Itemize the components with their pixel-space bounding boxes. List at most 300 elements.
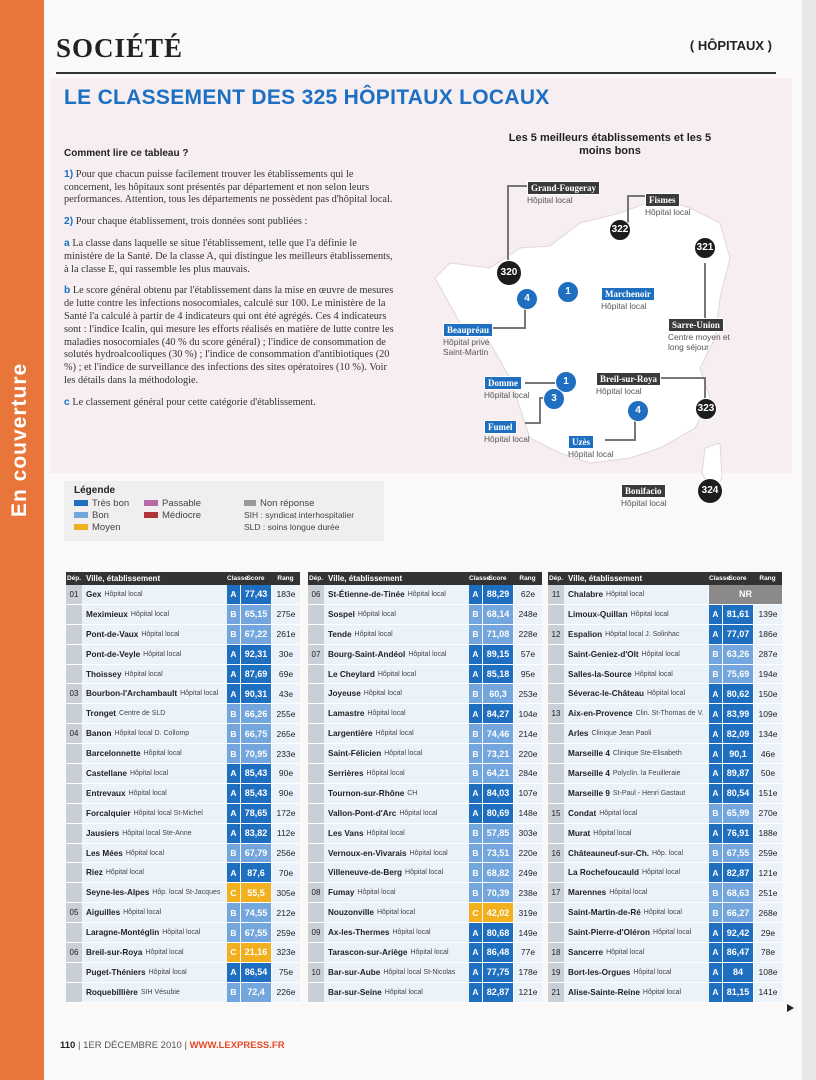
- row-dep: 12: [548, 625, 564, 644]
- row-rang: 188e: [754, 824, 782, 843]
- legend-item-mediocre: Médiocre: [144, 510, 201, 521]
- row-classe: B: [227, 704, 240, 723]
- row-establishment: [82, 903, 227, 922]
- map-label-fumel: Fumel Hôpital local: [484, 422, 530, 444]
- row-rang: 139e: [754, 605, 782, 624]
- row-score: 80,54: [723, 784, 753, 803]
- row-classe: A: [709, 963, 722, 982]
- row-score: 88,29: [483, 585, 513, 604]
- row-type: Hôpital local: [367, 710, 406, 718]
- row-classe: B: [469, 625, 482, 644]
- row-type: Hôpital local: [634, 670, 673, 678]
- row-city: Bourg-Saint-Andéol: [328, 649, 406, 659]
- row-dep: [308, 625, 324, 644]
- row-dep: [308, 863, 324, 882]
- row-city: Le Cheylard: [328, 669, 375, 679]
- row-establishment: [82, 824, 227, 843]
- page-edge: [802, 0, 816, 1080]
- row-city: Pont-de-Veyle: [86, 649, 141, 659]
- row-classe: B: [227, 605, 240, 624]
- row-type: Hôpital local: [409, 849, 448, 857]
- row-city: Banon: [86, 729, 112, 739]
- row-rang: 183e: [272, 585, 300, 604]
- row-establishment: [564, 883, 709, 902]
- row-city: Riez: [86, 868, 103, 878]
- row-rang: 261e: [272, 625, 300, 644]
- row-establishment: [82, 863, 227, 882]
- row-city: Gex: [86, 589, 102, 599]
- row-classe: A: [709, 625, 722, 644]
- rank-badge-sarreunion: 321: [694, 237, 716, 259]
- row-type: Hôpital local: [180, 690, 219, 698]
- row-classe: B: [709, 645, 722, 664]
- row-city: Vernoux-en-Vivarais: [328, 848, 407, 858]
- row-score: 78,65: [241, 804, 271, 823]
- row-rang: 172e: [272, 804, 300, 823]
- row-dep: [308, 764, 324, 783]
- row-rang: 220e: [514, 744, 542, 763]
- table-row: [308, 844, 542, 864]
- row-type: Hôpital local: [408, 650, 447, 658]
- row-city: Limoux-Quillan: [568, 609, 628, 619]
- table-row: [66, 983, 300, 1003]
- row-classe: B: [469, 764, 482, 783]
- row-type: Hôpital local: [105, 869, 144, 877]
- row-establishment: [324, 784, 469, 803]
- row-city: Murat: [568, 828, 591, 838]
- row-rang: 43e: [272, 684, 300, 703]
- table-row: [66, 804, 300, 824]
- row-city: Entrevaux: [86, 788, 126, 798]
- table-row: [66, 585, 300, 605]
- row-classe: A: [709, 724, 722, 743]
- row-score: 68,63: [723, 883, 753, 902]
- row-type: Polyclin. la Feuilleraie: [612, 769, 681, 777]
- row-score: 85,43: [241, 784, 271, 803]
- row-establishment: [564, 923, 709, 942]
- row-dep: [66, 923, 82, 942]
- row-establishment: [564, 605, 709, 624]
- row-classe: A: [469, 923, 482, 942]
- table-row: [308, 903, 542, 923]
- row-rang: 50e: [754, 764, 782, 783]
- row-type: Hôpital local: [162, 929, 201, 937]
- row-type: Hôpital local: [630, 610, 669, 618]
- row-rang: 109e: [754, 704, 782, 723]
- row-dep: 06: [308, 585, 324, 604]
- header-classe: Classe: [469, 575, 490, 582]
- table-row: [548, 645, 782, 665]
- row-type: Hôpital local: [125, 849, 165, 857]
- row-classe: B: [709, 883, 722, 902]
- row-type: Hôpital local: [357, 610, 396, 618]
- row-dep: 16: [548, 844, 564, 863]
- row-city: Marseille 9: [568, 788, 610, 798]
- row-establishment: [324, 824, 469, 843]
- row-establishment: [564, 665, 709, 684]
- row-type: Hôpital local St-Nicolas: [383, 968, 456, 976]
- table-row: [548, 625, 782, 645]
- row-rang: 108e: [754, 963, 782, 982]
- row-city: Laragne-Montéglin: [86, 928, 160, 938]
- row-city: Condat: [568, 808, 597, 818]
- row-establishment: [324, 804, 469, 823]
- row-type: Hôpital local J. Solinhac: [605, 630, 680, 638]
- rank-badge-fumel: 3: [543, 388, 565, 410]
- row-dep: [66, 804, 82, 823]
- row-city: Largentière: [328, 729, 373, 739]
- row-dep: 10: [308, 963, 324, 982]
- row-classe: A: [469, 704, 482, 723]
- map-title: Les 5 meilleurs établissements et les 5 moins bons: [508, 132, 712, 157]
- row-establishment: [564, 764, 709, 783]
- table-header: [66, 572, 300, 585]
- legend-item-bon: Bon: [74, 510, 109, 521]
- table-row: [308, 804, 542, 824]
- row-dep: [66, 605, 82, 624]
- row-score: 71,08: [483, 625, 513, 644]
- row-dep: [66, 764, 82, 783]
- row-city: Séverac-le-Château: [568, 689, 644, 699]
- row-rang: 121e: [514, 983, 542, 1002]
- row-classe: C: [469, 903, 482, 922]
- row-rang: 249e: [514, 863, 542, 882]
- row-city: Serrières: [328, 768, 364, 778]
- table-row: [66, 844, 300, 864]
- table-row: [66, 684, 300, 704]
- row-type: Hôpital local: [641, 869, 681, 877]
- row-type: Hôpital local: [653, 929, 692, 937]
- row-establishment: [324, 883, 469, 902]
- row-classe: B: [469, 605, 482, 624]
- header-classe: Classe: [709, 575, 730, 582]
- row-establishment: [82, 585, 227, 604]
- rank-badge-breil: 323: [695, 398, 717, 420]
- row-type: Hôp. local St-Jacques: [152, 889, 221, 897]
- row-city: Marennes: [568, 888, 607, 898]
- row-dep: 17: [548, 883, 564, 902]
- row-city: Castellane: [86, 768, 127, 778]
- row-dep: [308, 684, 324, 703]
- row-city: Jausiers: [86, 828, 120, 838]
- row-rang: 30e: [272, 645, 300, 664]
- row-type: Hôpital local: [399, 809, 438, 817]
- row-score: 80,62: [723, 684, 753, 703]
- row-classe: C: [227, 943, 240, 962]
- row-type: Hôpital local: [641, 650, 680, 658]
- header-score: Score: [246, 575, 265, 582]
- table-row: [548, 665, 782, 685]
- header-classe: Classe: [227, 575, 248, 582]
- row-score: 87,69: [241, 665, 271, 684]
- legend-item-tres-bon: Très bon: [74, 498, 129, 509]
- row-rang: 253e: [514, 684, 542, 703]
- row-type: Hôpital local: [366, 829, 405, 837]
- row-dep: [548, 824, 564, 843]
- row-dep: [308, 844, 324, 863]
- row-classe: A: [709, 923, 722, 942]
- row-classe: A: [227, 585, 240, 604]
- row-classe: A: [709, 784, 722, 803]
- map-label-beaupreau: Beaupréau Hôpital privé Saint-Martin: [443, 323, 505, 357]
- table-row: [66, 744, 300, 764]
- row-score: 70,39: [483, 883, 513, 902]
- row-establishment: [564, 983, 709, 1002]
- row-classe: B: [227, 983, 240, 1002]
- row-dep: [66, 704, 82, 723]
- row-rang: 214e: [514, 724, 542, 743]
- row-score: 64,21: [483, 764, 513, 783]
- map-label-domme: Domme Hôpital local: [484, 378, 530, 400]
- row-classe: A: [469, 784, 482, 803]
- row-dep: [66, 824, 82, 843]
- row-classe: A: [709, 684, 722, 703]
- table-row: [548, 883, 782, 903]
- row-score: 89,15: [483, 645, 513, 664]
- table-row: [548, 804, 782, 824]
- row-establishment: [564, 824, 709, 843]
- table-row: [308, 923, 542, 943]
- rank-badge-fismes: 322: [609, 219, 631, 241]
- row-rang: 256e: [272, 844, 300, 863]
- row-establishment: [324, 704, 469, 723]
- row-dep: [548, 764, 564, 783]
- header-rang: Rang: [519, 575, 536, 582]
- row-type: Hôpital local: [104, 590, 143, 598]
- row-score: 84: [723, 963, 753, 982]
- row-type: Hôpital local: [410, 948, 449, 956]
- row-type: Hôpital local: [123, 909, 162, 917]
- row-city: Lamastre: [328, 709, 365, 719]
- row-score: 77,07: [723, 625, 753, 644]
- row-score: 92,31: [241, 645, 271, 664]
- table-row: [308, 704, 542, 724]
- map-label-marchenoir: Marchenoir Hôpital local: [601, 287, 655, 311]
- row-rang: 186e: [754, 625, 782, 644]
- table-row: [548, 923, 782, 943]
- row-city: Saint-Pierre-d'Oléron: [568, 928, 651, 938]
- row-dep: [548, 784, 564, 803]
- row-establishment: [564, 784, 709, 803]
- row-city: Marseille 4: [568, 749, 610, 759]
- ranking-table-1: [66, 572, 300, 1003]
- legend-title: Légende: [74, 485, 116, 496]
- row-establishment: [564, 645, 709, 664]
- row-classe: B: [227, 844, 240, 863]
- table-row: [548, 704, 782, 724]
- row-type: Hôpital local: [633, 968, 672, 976]
- row-city: Sancerre: [568, 947, 604, 957]
- row-rang: 107e: [514, 784, 542, 803]
- row-establishment: [564, 963, 709, 982]
- row-score: 82,09: [723, 724, 753, 743]
- row-type: Hôpital local: [599, 809, 638, 817]
- row-type: Hôpital local: [375, 730, 414, 738]
- row-score: 83,82: [241, 824, 271, 843]
- table-row: [308, 724, 542, 744]
- row-rang: 178e: [514, 963, 542, 982]
- row-dep: [308, 943, 324, 962]
- table-row: [66, 943, 300, 963]
- row-rang: 251e: [754, 883, 782, 902]
- row-rang: 90e: [272, 764, 300, 783]
- row-establishment: [564, 903, 709, 922]
- row-classe: B: [469, 844, 482, 863]
- row-score: 68,82: [483, 863, 513, 882]
- ranking-table-3: [548, 572, 782, 1003]
- rank-badge-grandfougeray: 320: [496, 260, 522, 286]
- guide-question: Comment lire ce tableau ?: [64, 148, 189, 159]
- header-rang: Rang: [759, 575, 776, 582]
- row-type: Clin. St-Thomas de V.: [635, 710, 704, 718]
- row-establishment: [564, 804, 709, 823]
- row-classe: A: [227, 804, 240, 823]
- section-tag: ( HÔPITAUX ): [689, 38, 772, 53]
- header-dep: Dép.: [66, 575, 82, 582]
- row-score: 85,43: [241, 764, 271, 783]
- legend-sih: SIH : syndicat interhospitalier: [244, 510, 355, 520]
- table-row: [66, 625, 300, 645]
- row-city: Bort-les-Orgues: [568, 967, 631, 977]
- row-establishment: [324, 943, 469, 962]
- row-type: Hôpital local: [143, 650, 182, 658]
- row-establishment: [324, 983, 469, 1002]
- legend-item-passable: Passable: [144, 498, 201, 509]
- row-rang: 233e: [272, 744, 300, 763]
- row-type: Hôpital local: [377, 670, 417, 678]
- row-dep: 03: [66, 684, 82, 703]
- row-classe: A: [469, 804, 482, 823]
- table-row: [66, 764, 300, 784]
- row-classe: A: [227, 963, 240, 982]
- row-dep: [66, 844, 82, 863]
- row-score: 63,26: [723, 645, 753, 664]
- guide-paragraph-c: c Le classement général pour cette catégorie d'établissement.: [64, 396, 316, 408]
- row-city: Fumay: [328, 888, 355, 898]
- row-dep: 19: [548, 963, 564, 982]
- table-row: [548, 844, 782, 864]
- row-establishment: [564, 844, 709, 863]
- row-type: Centre de SLD: [119, 710, 166, 718]
- row-classe: B: [469, 824, 482, 843]
- row-classe: A: [227, 784, 240, 803]
- row-city: La Rochefoucauld: [568, 868, 639, 878]
- row-dep: [548, 744, 564, 763]
- row-establishment: [324, 684, 469, 703]
- ranking-table-2: [308, 572, 542, 1003]
- row-type: Hôpital local: [148, 968, 187, 976]
- row-rang: 69e: [272, 665, 300, 684]
- row-city: St-Étienne-de-Tinée: [328, 589, 405, 599]
- row-score: 21,16: [241, 943, 271, 962]
- row-classe: B: [469, 744, 482, 763]
- row-type: Hôpital local: [606, 948, 645, 956]
- row-rang: 141e: [754, 983, 782, 1002]
- table-row: [308, 585, 542, 605]
- row-dep: 07: [308, 645, 324, 664]
- row-score: 84,03: [483, 784, 513, 803]
- row-city: Bourbon-l'Archambault: [86, 689, 178, 699]
- row-establishment: [324, 645, 469, 664]
- row-rang: 259e: [754, 844, 782, 863]
- row-classe: A: [469, 963, 482, 982]
- row-type: Hôp. local: [651, 849, 684, 857]
- row-classe: A: [709, 983, 722, 1002]
- row-score: 57,85: [483, 824, 513, 843]
- row-establishment: [564, 943, 709, 962]
- map-label-breil: Breil-sur-Roya Hôpital local: [596, 372, 661, 396]
- row-dep: [308, 983, 324, 1002]
- header-rule: [56, 72, 776, 74]
- table-row: [548, 983, 782, 1003]
- row-classe: A: [709, 744, 722, 763]
- row-dep: 06: [66, 943, 82, 962]
- row-rang: 150e: [754, 684, 782, 703]
- row-score: 73,21: [483, 744, 513, 763]
- row-rang: 270e: [754, 804, 782, 823]
- row-score: 65,99: [723, 804, 753, 823]
- row-classe: B: [227, 744, 240, 763]
- row-dep: [548, 724, 564, 743]
- row-type: Hôpital local: [647, 690, 686, 698]
- row-classe: A: [709, 704, 722, 723]
- map-label-fismes: Fismes Hôpital local: [645, 195, 691, 217]
- row-establishment: [324, 585, 469, 604]
- row-type: Hôpital local: [128, 789, 167, 797]
- row-score: 66,75: [241, 724, 271, 743]
- row-city: Joyeuse: [328, 689, 361, 699]
- row-establishment: [324, 923, 469, 942]
- table-row: [66, 963, 300, 983]
- row-city: Châteauneuf-sur-Ch.: [568, 848, 649, 858]
- table-row: [548, 764, 782, 784]
- row-rang: 226e: [272, 983, 300, 1002]
- row-dep: [308, 784, 324, 803]
- header-score: Score: [488, 575, 507, 582]
- row-city: Ax-les-Thermes: [328, 928, 390, 938]
- legend-item-moyen: Moyen: [74, 522, 121, 533]
- table-row: [66, 903, 300, 923]
- table-row: [548, 903, 782, 923]
- row-dep: 13: [548, 704, 564, 723]
- row-dep: 05: [66, 903, 82, 922]
- row-classe: B: [709, 665, 722, 684]
- row-city: Saint-Martin-de-Ré: [568, 908, 641, 918]
- row-type: Hôpital local: [376, 909, 416, 917]
- row-score: 87,6: [241, 863, 271, 882]
- row-establishment: [324, 963, 469, 982]
- table-row: [308, 684, 542, 704]
- row-classe: B: [709, 804, 722, 823]
- row-score: 86,47: [723, 943, 753, 962]
- row-city: Espalion: [568, 629, 603, 639]
- row-rang: 255e: [272, 704, 300, 723]
- row-rang: 148e: [514, 804, 542, 823]
- row-type: Hôpital local: [643, 909, 682, 917]
- row-rang: 134e: [754, 724, 782, 743]
- row-rang: 151e: [754, 784, 782, 803]
- row-city: Les Vans: [328, 828, 364, 838]
- row-classe: B: [709, 844, 722, 863]
- header-rang: Rang: [277, 575, 294, 582]
- row-city: Chalabre: [568, 589, 604, 599]
- row-type: Hôpital local: [357, 889, 396, 897]
- row-rang: 29e: [754, 923, 782, 942]
- row-dep: [548, 863, 564, 882]
- row-establishment: [564, 684, 709, 703]
- table-row: [66, 923, 300, 943]
- row-type: Hôpital local: [143, 750, 182, 758]
